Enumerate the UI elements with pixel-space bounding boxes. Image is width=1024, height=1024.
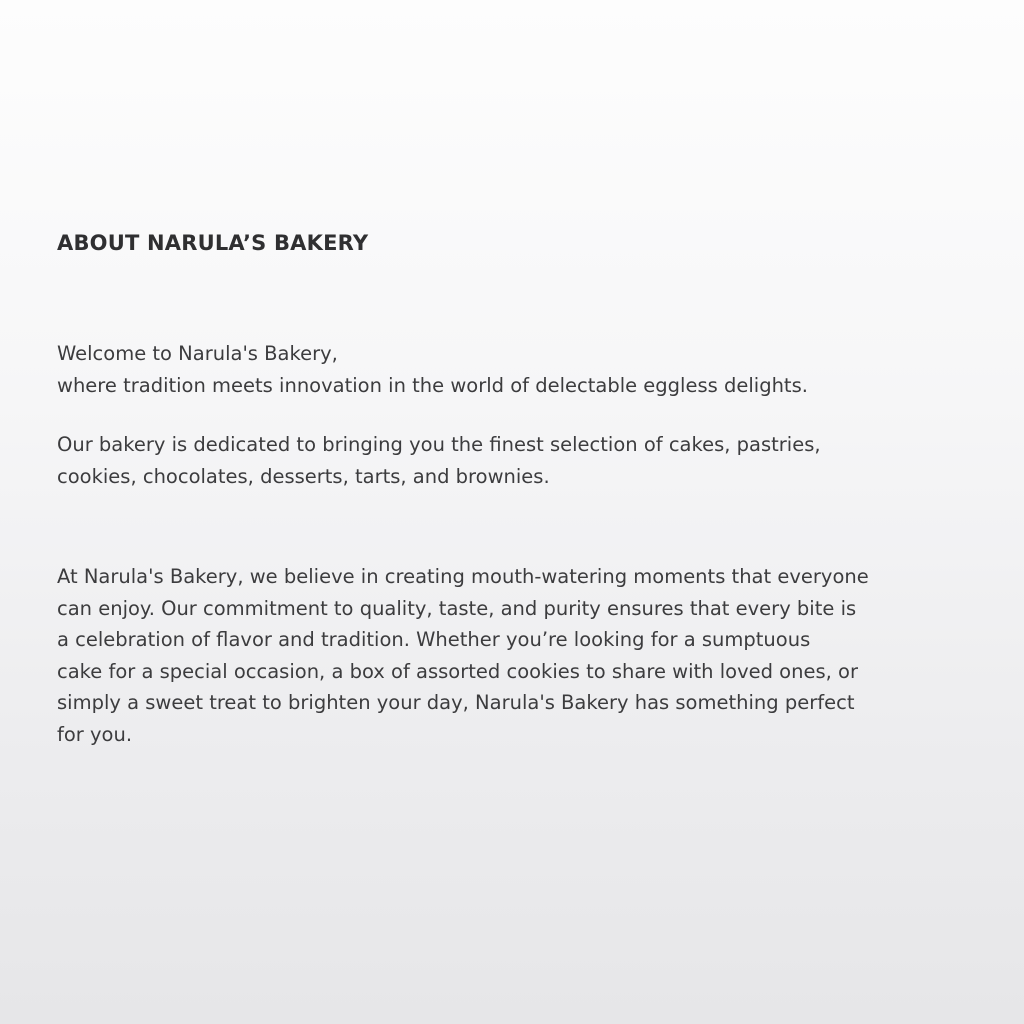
philosophy-paragraph <box>57 561 869 750</box>
about-section <box>57 0 987 1024</box>
text-line: At Narula's Bakery, we believe in creating mouth-watering moments that everyone <box>57 565 869 588</box>
text-line: for you. <box>57 722 133 746</box>
text-line: cake for a special occasion, a box of assorted cookies to share with loved ones, or <box>57 659 858 683</box>
text-line: a celebration of flavor and tradition. Whether you’re looking for a sumptuous <box>57 628 811 651</box>
text-line: where tradition meets innovation in the world of delectable eggless delights. <box>57 373 808 397</box>
text-line: cookies, chocolates, desserts, tarts, and brownies. <box>57 464 550 488</box>
text-line: simply a sweet treat to brighten your day, Narula's Bakery has something perfect <box>57 691 855 714</box>
products-paragraph <box>57 429 821 492</box>
page-title: ABOUT NARULA’S BAKERY <box>57 231 369 255</box>
text-line: Welcome to Narula's Bakery, <box>57 342 338 365</box>
intro-paragraph <box>57 338 808 401</box>
text-line: Our bakery is dedicated to bringing you the finest selection of cakes, pastries, <box>57 433 821 456</box>
text-line: can enjoy. Our commitment to quality, taste, and purity ensures that every bite is <box>57 596 857 620</box>
